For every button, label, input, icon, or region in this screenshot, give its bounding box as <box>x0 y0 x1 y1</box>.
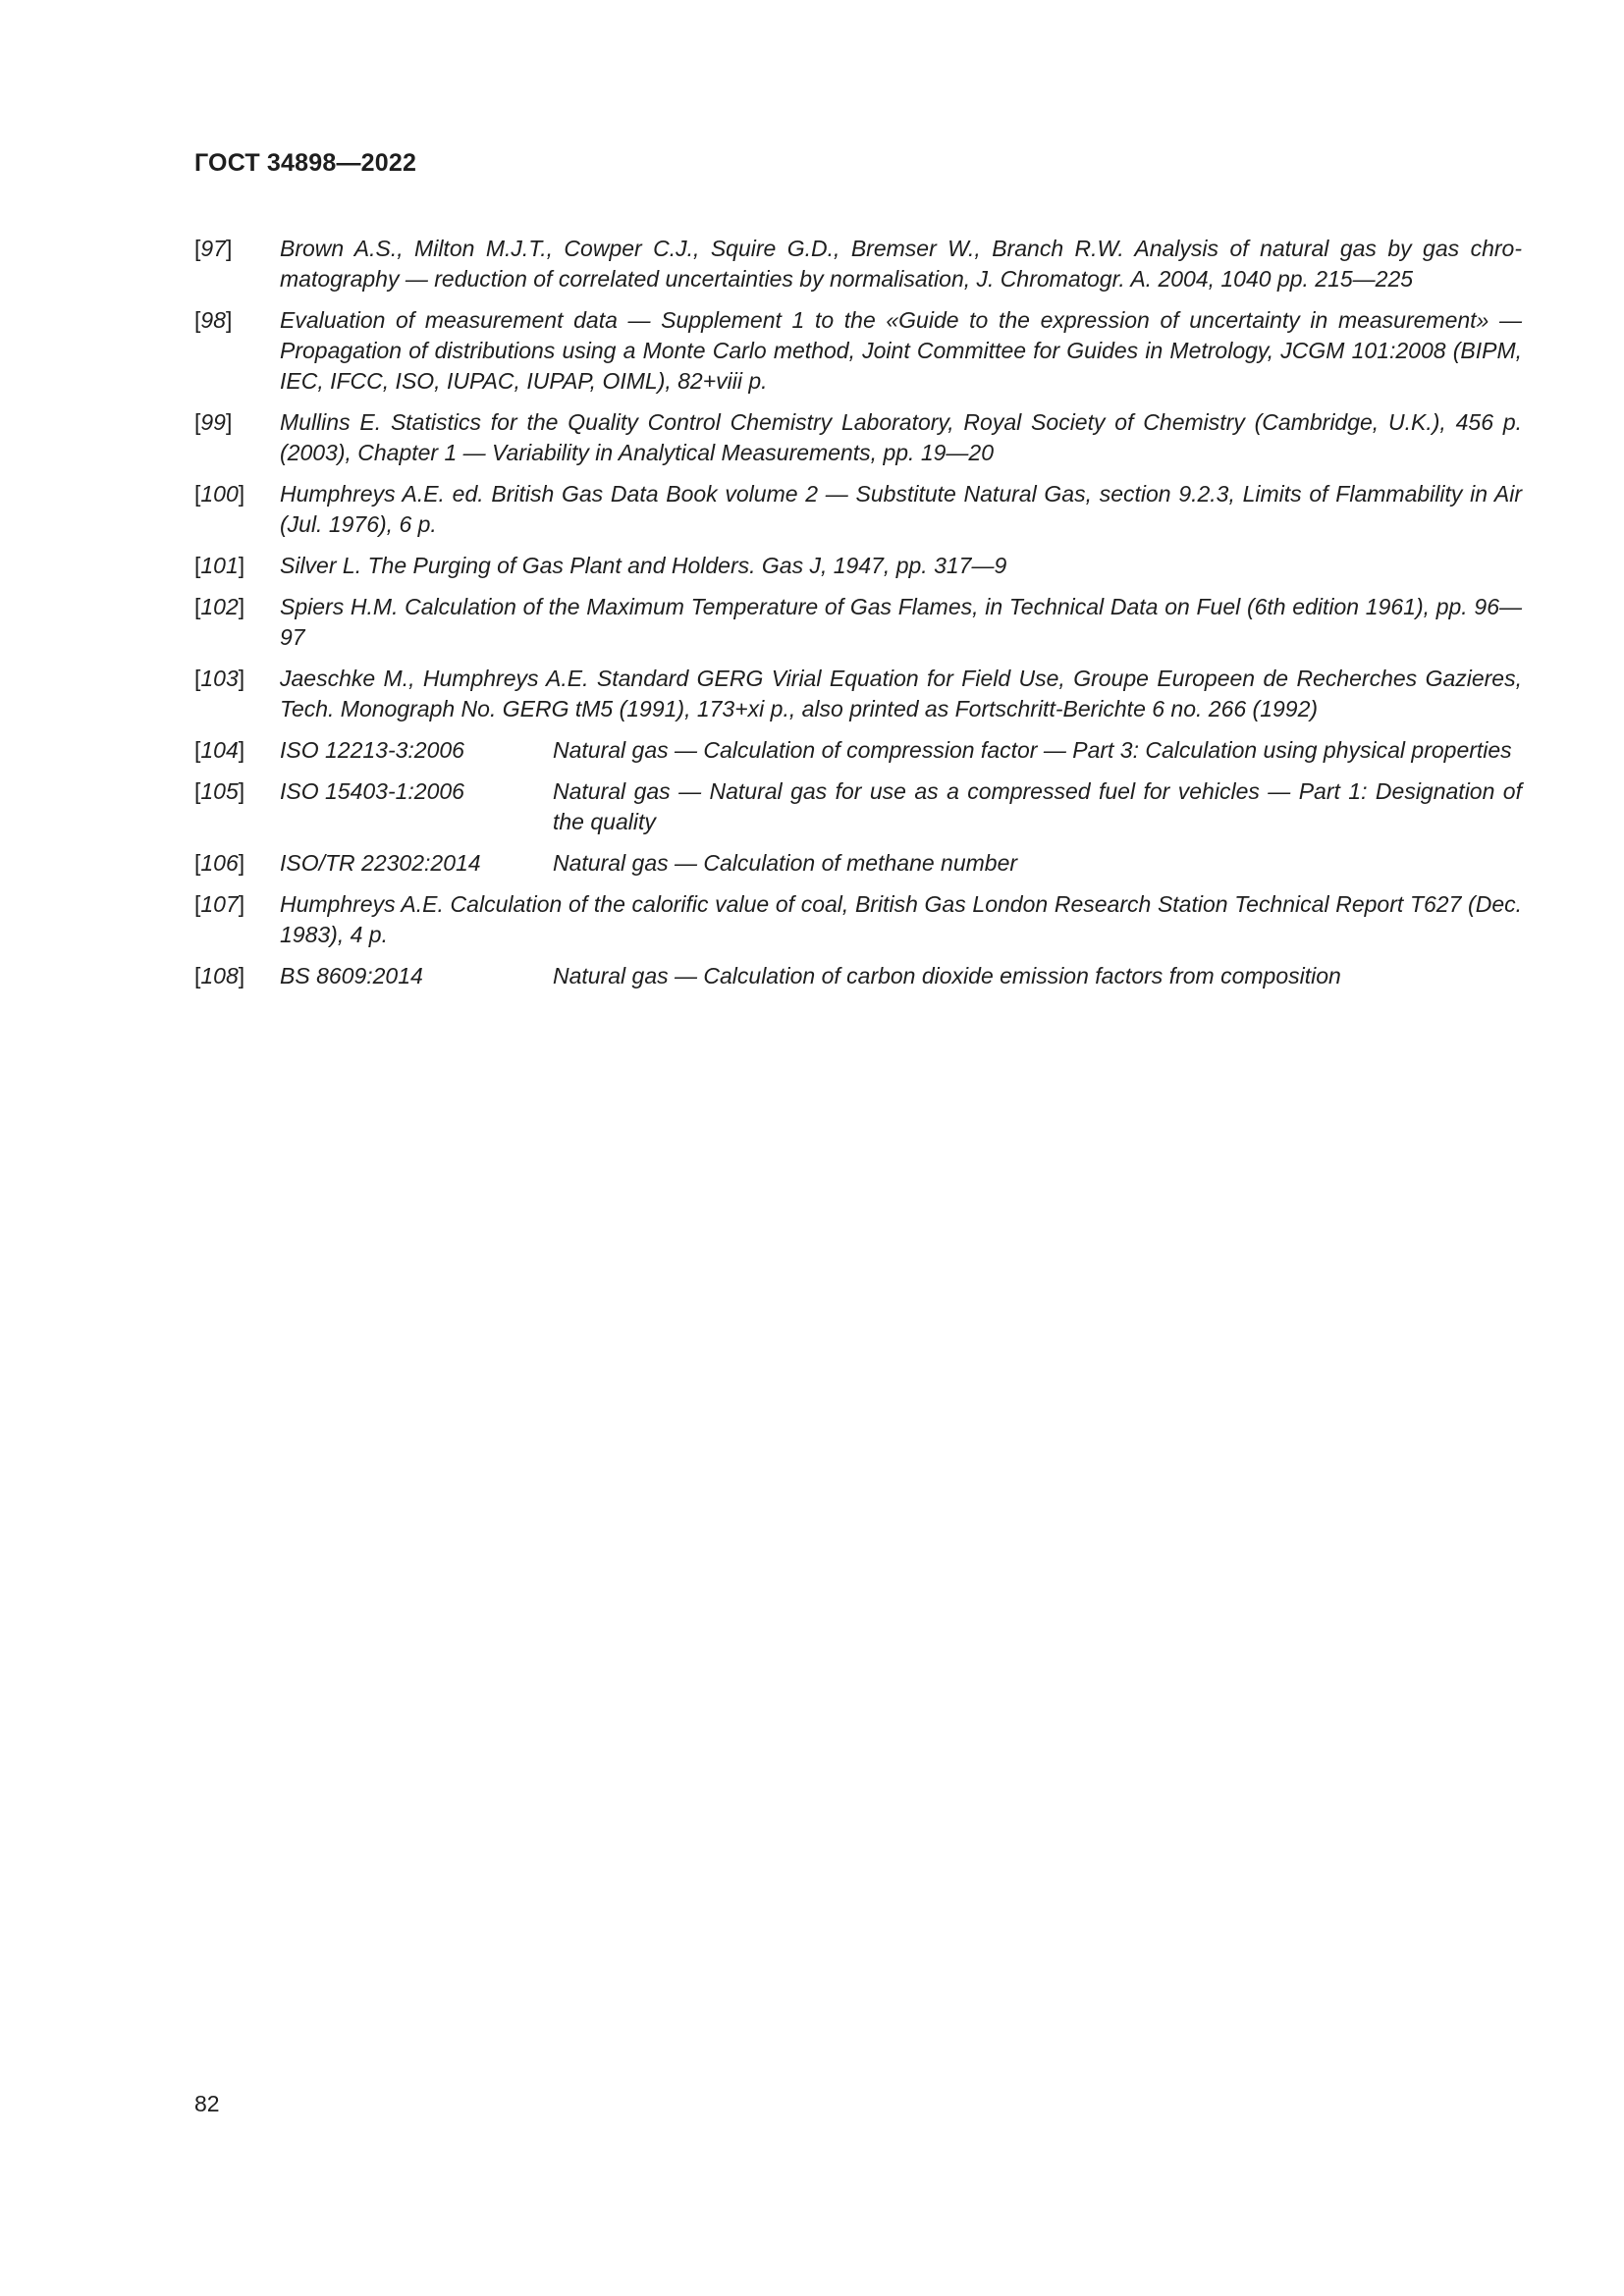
reference-item <box>194 479 1522 540</box>
reference-number: [108] <box>194 963 245 988</box>
standard-title: Natural gas — Calculation of compression factor — Part 3: Calculation using physical properties <box>553 737 1512 763</box>
reference-number: [100] <box>194 481 245 507</box>
reference-number: [97] <box>194 236 233 261</box>
standard-code: ISO 12213-3:2006 <box>280 737 464 763</box>
reference-item <box>194 407 1522 468</box>
reference-item <box>194 305 1522 397</box>
reference-item <box>194 234 1522 294</box>
reference-item <box>194 889 1522 950</box>
reference-number: [107] <box>194 891 245 917</box>
reference-number: [101] <box>194 553 245 578</box>
standard-code: ISO/TR 22302:2014 <box>280 850 481 876</box>
standard-code: BS 8609:2014 <box>280 963 423 988</box>
reference-item <box>194 551 1522 581</box>
reference-number: [98] <box>194 307 233 333</box>
reference-text: Silver L. The Purging of Gas Plant and Holders. Gas J, 1947, pp. 317—9 <box>280 553 1007 578</box>
reference-number: [105] <box>194 778 245 804</box>
standard-title: Natural gas — Calculation of methane number <box>553 850 1018 876</box>
reference-text: Jaeschke M., Humphreys A.E. Standard GERG Virial Equation for Field Use, Groupe Europeen de Recherches Gazieres, Tech. Monograph No. GERG tM5 (1991), 173+xi p., also printed as Fortschritt-Berichte 6 no. 266 (1992) <box>280 666 1522 721</box>
standard-title: Natural gas — Natural gas for use as a compressed fuel for vehicles — Part 1: Designation of the quality <box>553 778 1522 834</box>
reference-item <box>194 592 1522 653</box>
reference-number: [104] <box>194 737 245 763</box>
reference-number: [102] <box>194 594 245 619</box>
reference-text: Evaluation of measurement data — Supplement 1 to the «Guide to the expression of uncertainty in measurement» — Propagation of distributions using a Monte Carlo method, Joint Committee for Guides in Metrology, JCGM 101:2008 (BIPM, IEC, IFCC, ISO, IUPAC, IUPAP, OIML), 82+viii p. <box>280 307 1522 394</box>
reference-text: Humphreys A.E. Calculation of the calorific value of coal, British Gas London Research Station Technical Report T627 (Dec. 1983), 4 p. <box>280 891 1522 947</box>
reference-item <box>194 776 1522 837</box>
standard-code: ISO 15403-1:2006 <box>280 778 464 804</box>
reference-number: [103] <box>194 666 245 691</box>
page-number: 82 <box>194 2091 220 2116</box>
standard-title: Natural gas — Calculation of carbon dioxide emission factors from composition <box>553 963 1341 988</box>
reference-text: Spiers H.M. Calculation of the Maximum Temperature of Gas Flames, in Technical Data on Fuel (6th edition 1961), pp. 96—97 <box>280 594 1522 650</box>
reference-item <box>194 961 1522 991</box>
reference-text: Brown A.S., Milton M.J.T., Cowper C.J., Squire G.D., Bremser W., Branch R.W. Analysis of natural gas by gas chromatography — reduction of correlated uncertainties by normalisation, J. Chromatogr. A. 2004, 1040 pp. 215—225 <box>280 236 1522 292</box>
reference-number: [106] <box>194 850 245 876</box>
reference-text: Humphreys A.E. ed. British Gas Data Book volume 2 — Substitute Natural Gas, section 9.2.3, Limits of Flammability in Air (Jul. 1976), 6 p. <box>280 481 1522 537</box>
reference-item <box>194 848 1522 879</box>
reference-item <box>194 735 1522 766</box>
document-header: ГОСТ 34898—2022 <box>194 149 417 177</box>
reference-text: Mullins E. Statistics for the Quality Control Chemistry Laboratory, Royal Society of Chemistry (Cambridge, U.K.), 456 p.(2003), Chapter 1 — Variability in Analytical Measurements, pp. 19—20 <box>280 409 1522 465</box>
reference-item <box>194 664 1522 724</box>
reference-number: [99] <box>194 409 233 435</box>
bibliography-list <box>194 234 1522 1002</box>
